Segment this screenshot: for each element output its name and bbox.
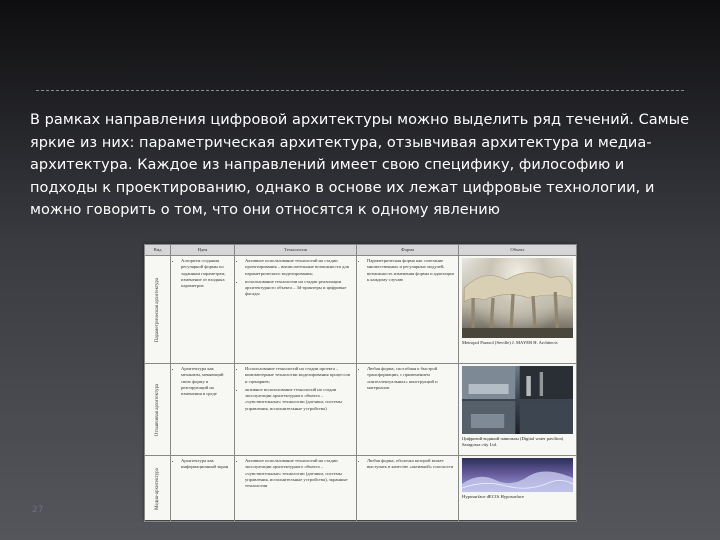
table-row [145, 364, 577, 456]
technology-cell: • Активное использование технологий на стадии эксплуатации архитектурного объекта – «чувствительные» технологии (датчики, системы управления, исполнительные устройства), экранные технологии [235, 456, 357, 522]
object-cell [459, 456, 577, 522]
header-cell: Объект [459, 245, 577, 256]
header-cell: Форма [357, 245, 459, 256]
page-number: 27 [32, 505, 44, 515]
direction-cell: Параметрическая архитектура [145, 256, 171, 364]
header-cell: Технология [235, 245, 357, 256]
idea-cell: • Архитектура как механизм, меняющий свою форму и реагирующий на изменения в среде [171, 364, 235, 456]
object-cell [459, 256, 577, 364]
object-cell [459, 364, 577, 456]
direction-cell: Отзывчивая архитектура [145, 364, 171, 456]
direction-cell: Медиа-архитектура [145, 456, 171, 522]
embedded-table-image [144, 244, 576, 520]
idea-cell: • Архитектура как информационный экран [171, 456, 235, 522]
table-row [145, 456, 577, 522]
hyposurface-photo [462, 458, 573, 492]
table-row [145, 256, 577, 364]
dashed-divider [36, 90, 684, 91]
form-cell: • Любая форма, способная к быстрой трансформации, с применением «интеллектуальных» конструкций и материалов [357, 364, 459, 456]
form-cell: • Параметрическая форма как сочетание множественных и регулярных модулей, возможность изменения формы и адаптации к каждому случаю [357, 256, 459, 364]
water-pavilion-photo [462, 366, 573, 434]
parasol-photo [462, 258, 573, 338]
object-caption: Hyposurface dECOi Hyposurface [462, 494, 524, 499]
technology-cell: • Использование технологий на стадии проекта – компьютерные технологии моделирования процессов и сценариев; • активное использование технологий на стадии эксплуатации архитектурного объекта – «чувствительные» технологии (датчики, системы управления, исполнительные устройства) [235, 364, 357, 456]
architecture-table [144, 244, 577, 522]
object-caption: Цифровой водяной павильон (Digital water pavilion) Saragossa city Ltd. [462, 436, 564, 447]
technology-cell: • Активное использование технологий на стадии проектирования – вычислительные возможности для параметрического моделирования; • использование технологии на стадии реализации архитектурного объекта – 3d-принтеры и цифровые фасады [235, 256, 357, 364]
header-cell: Вид [145, 245, 171, 256]
header-cell: Идея [171, 245, 235, 256]
form-cell: • Любая форма, оболочка которой может выступать в качестве «активной» плоскости [357, 456, 459, 522]
object-caption: Metropol Parasol (Seville) J. MAYER H. Architects [462, 340, 558, 345]
body-paragraph: В рамках направления цифровой архитектуры можно выделить ряд течений. Самые яркие из них: параметрическая архитектура, отзывчивая архитектура и медиа-архитектура. Каждое из направлений имеет свою специфику, философию и подходы к проектированию, однако в основе их лежат цифровые технологии, и можно говорить о том, что они относятся к одному явлению [30, 112, 690, 218]
idea-cell: • Алгоритм создания регулярной формы по заданным параметрам, изменение от входных параметров [171, 256, 235, 364]
table-header-row [145, 245, 577, 256]
